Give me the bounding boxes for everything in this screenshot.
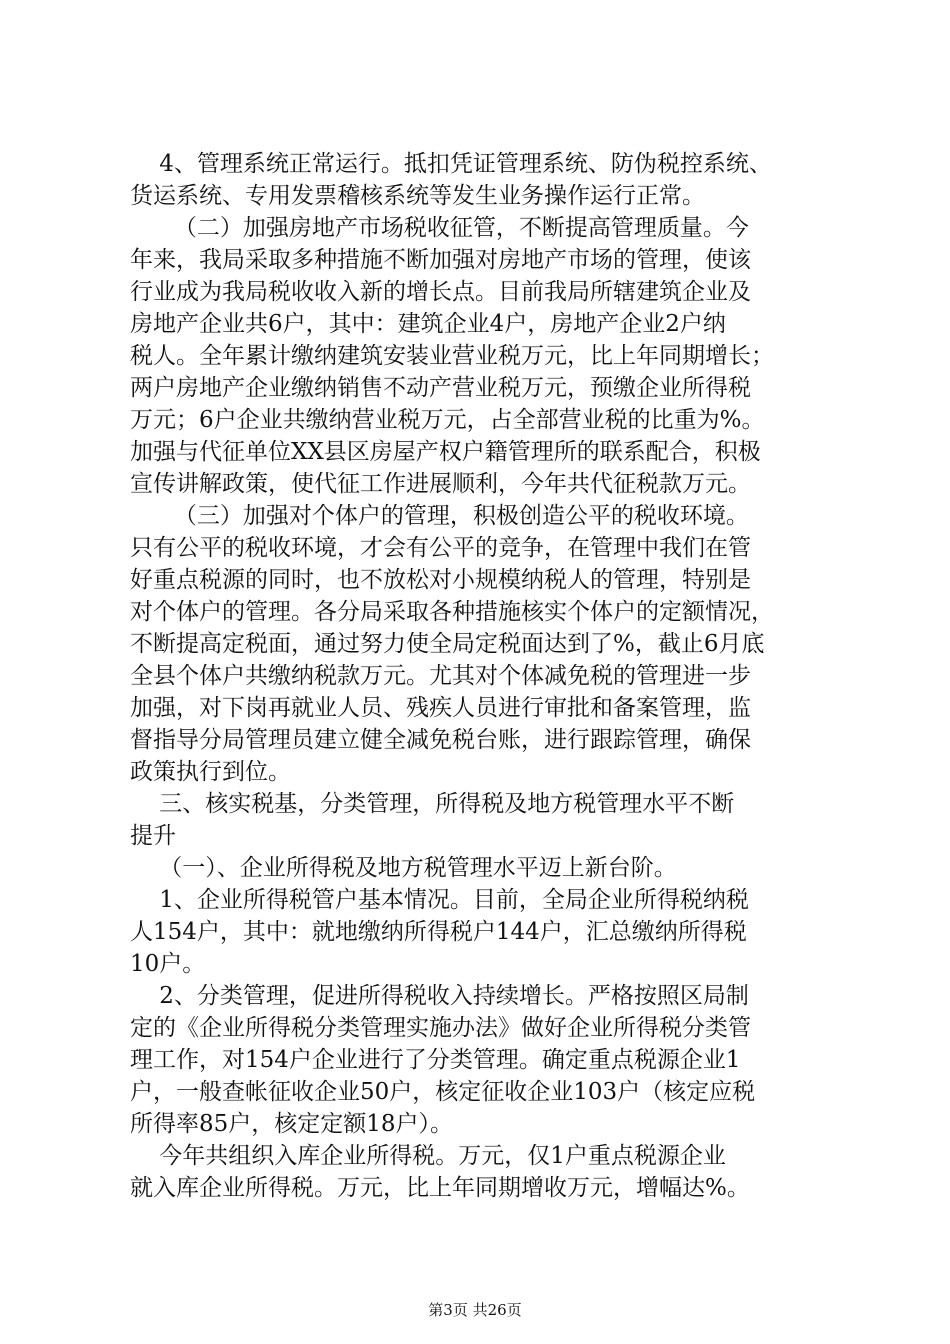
text-line: 政策执行到位。 — [130, 759, 291, 785]
text-line: 万元；6户企业共缴纳营业税万元，占全部营业税的比重为%。 — [130, 407, 765, 433]
text-line: 督指导分局管理员建立健全减免税台账，进行跟踪管理，确保 — [130, 727, 751, 753]
text-line: 提升 — [130, 823, 176, 849]
text-line: 人154户，其中：就地缴纳所得税户144户，汇总缴纳所得税 — [130, 919, 747, 945]
document-body — [130, 148, 835, 1204]
text-line: 不断提高定税面，通过努力使全局定税面达到了%，截止6月底 — [130, 631, 765, 657]
text-line: 加强与代征单位XX县区房屋产权户籍管理所的联系配合，积极 — [130, 439, 761, 465]
text-line: 就入库企业所得税。万元，比上年同期增收万元，增幅达%。 — [130, 1175, 750, 1201]
text-line: 三、核实税基，分类管理，所得税及地方税管理水平不断 — [130, 791, 735, 817]
text-line: 户，一般查帐征收企业50户，核定征收企业103户（核定应税 — [130, 1079, 756, 1105]
text-line: 对个体户的管理。各分局采取各种措施核实个体户的定额情况， — [130, 599, 774, 625]
text-line: 行业成为我局税收收入新的增长点。目前我局所辖建筑企业及 — [130, 279, 751, 305]
text-line: 全县个体户共缴纳税款万元。尤其对个体减免税的管理进一步 — [130, 663, 751, 689]
text-line: 今年共组织入库企业所得税。万元，仅1户重点税源企业 — [130, 1143, 726, 1169]
text-line: 4、管理系统正常运行。抵扣凭证管理系统、防伪税控系统、 — [130, 151, 772, 177]
text-line: 理工作，对154户企业进行了分类管理。确定重点税源企业1 — [130, 1047, 741, 1073]
text-line: 两户房地产企业缴纳销售不动产营业税万元，预缴企业所得税 — [130, 375, 751, 401]
text-line: 10户。 — [130, 951, 206, 977]
text-line: 房地产企业共6户，其中：建筑企业4户，房地产企业2户纳 — [130, 311, 726, 337]
text-line: （一）、企业所得税及地方税管理水平迈上新台阶。 — [130, 855, 677, 881]
text-line: 货运系统、专用发票稽核系统等发生业务操作运行正常。 — [130, 183, 705, 209]
text-line: 1、企业所得税管户基本情况。目前，全局企业所得税纳税 — [130, 887, 749, 913]
text-line: （二）加强房地产市场税收征管，不断提高管理质量。今 — [130, 215, 749, 241]
text-line: 2、分类管理，促进所得税收入持续增长。严格按照区局制 — [130, 983, 749, 1009]
text-line: 定的《企业所得税分类管理实施办法》做好企业所得税分类管 — [130, 1015, 751, 1041]
text-line: 税人。全年累计缴纳建筑安装业营业税万元，比上年同期增长； — [130, 343, 774, 369]
page-footer: 第3页 共26页 — [428, 1301, 522, 1319]
text-line: 宣传讲解政策，使代征工作进展顺利，今年共代征税款万元。 — [130, 471, 751, 497]
text-line: 年来，我局采取多种措施不断加强对房地产市场的管理，使该 — [130, 247, 751, 273]
text-line: 好重点税源的同时，也不放松对小规模纳税人的管理，特别是 — [130, 567, 751, 593]
text-line: 只有公平的税收环境，才会有公平的竞争，在管理中我们在管 — [130, 535, 751, 561]
text-line: （三）加强对个体户的管理，积极创造公平的税收环境。 — [130, 503, 749, 529]
text-line: 加强，对下岗再就业人员、残疾人员进行审批和备案管理，监 — [130, 695, 751, 721]
text-line: 所得率85户，核定定额18户）。 — [130, 1111, 454, 1137]
